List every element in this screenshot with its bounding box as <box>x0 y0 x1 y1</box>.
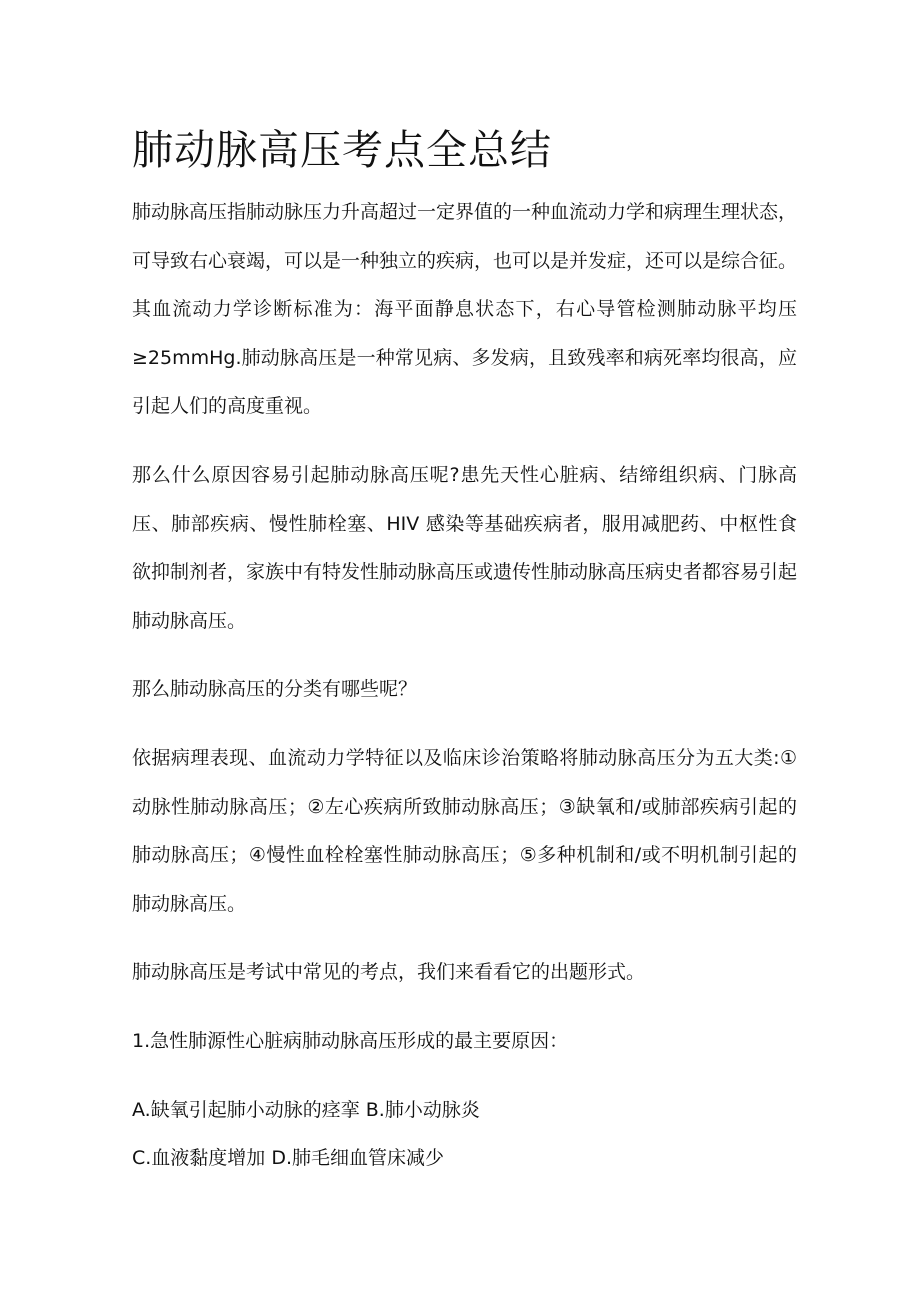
document-page <box>132 118 797 1183</box>
paragraph-classification-question: 那么肺动脉高压的分类有哪些呢？ <box>132 678 418 701</box>
paragraph-causes: 那么什么原因容易引起肺动脉高压呢?患先天性心脏病、结缔组织病、门脉高压、肺部疾病、慢性肺栓塞、HIV 感染等基础疾病者，服用减肥药、中枢性食欲抑制剂者，家族中有特发性肺动脉高压或遗传性肺动脉高压病史者都容易引起肺动脉高压。 <box>132 463 798 632</box>
question-options-line-2: C.血液黏度增加 D.肺毛细血管床减少 <box>132 1147 445 1170</box>
paragraph-classification: 依据病理表现、血流动力学特征以及临床诊治策略将肺动脉高压分为五大类:①动脉性肺动脉高压；②左心疾病所致肺动脉高压；③缺氧和/或肺部疾病引起的肺动脉高压；④慢性血栓栓塞性肺动脉高压；⑤多种机制和/或不明机制引起的肺动脉高压。 <box>132 746 797 915</box>
paragraph-exam-intro: 肺动脉高压是考试中常见的考点，我们来看看它的出题形式。 <box>132 961 646 984</box>
question-options-line-1: A.缺氧引起肺小动脉的痉挛 B.肺小动脉炎 <box>132 1098 480 1121</box>
paragraph-definition: 肺动脉高压指肺动脉压力升高超过一定界值的一种血流动力学和病理生理状态，可导致右心衰竭，可以是一种独立的疾病，也可以是并发症，还可以是综合征。其血流动力学诊断标准为：海平面静息状态下，右心导管检测肺动脉平均压≥25mmHg.肺动脉高压是一种常见病、多发病，且致残率和病死率均很高，应引起人们的高度重视。 <box>132 201 798 418</box>
question-stem: 1.急性肺源性心脏病肺动脉高压形成的最主要原因： <box>132 1029 569 1052</box>
document-title: 肺动脉高压考点全总结 <box>132 126 552 174</box>
